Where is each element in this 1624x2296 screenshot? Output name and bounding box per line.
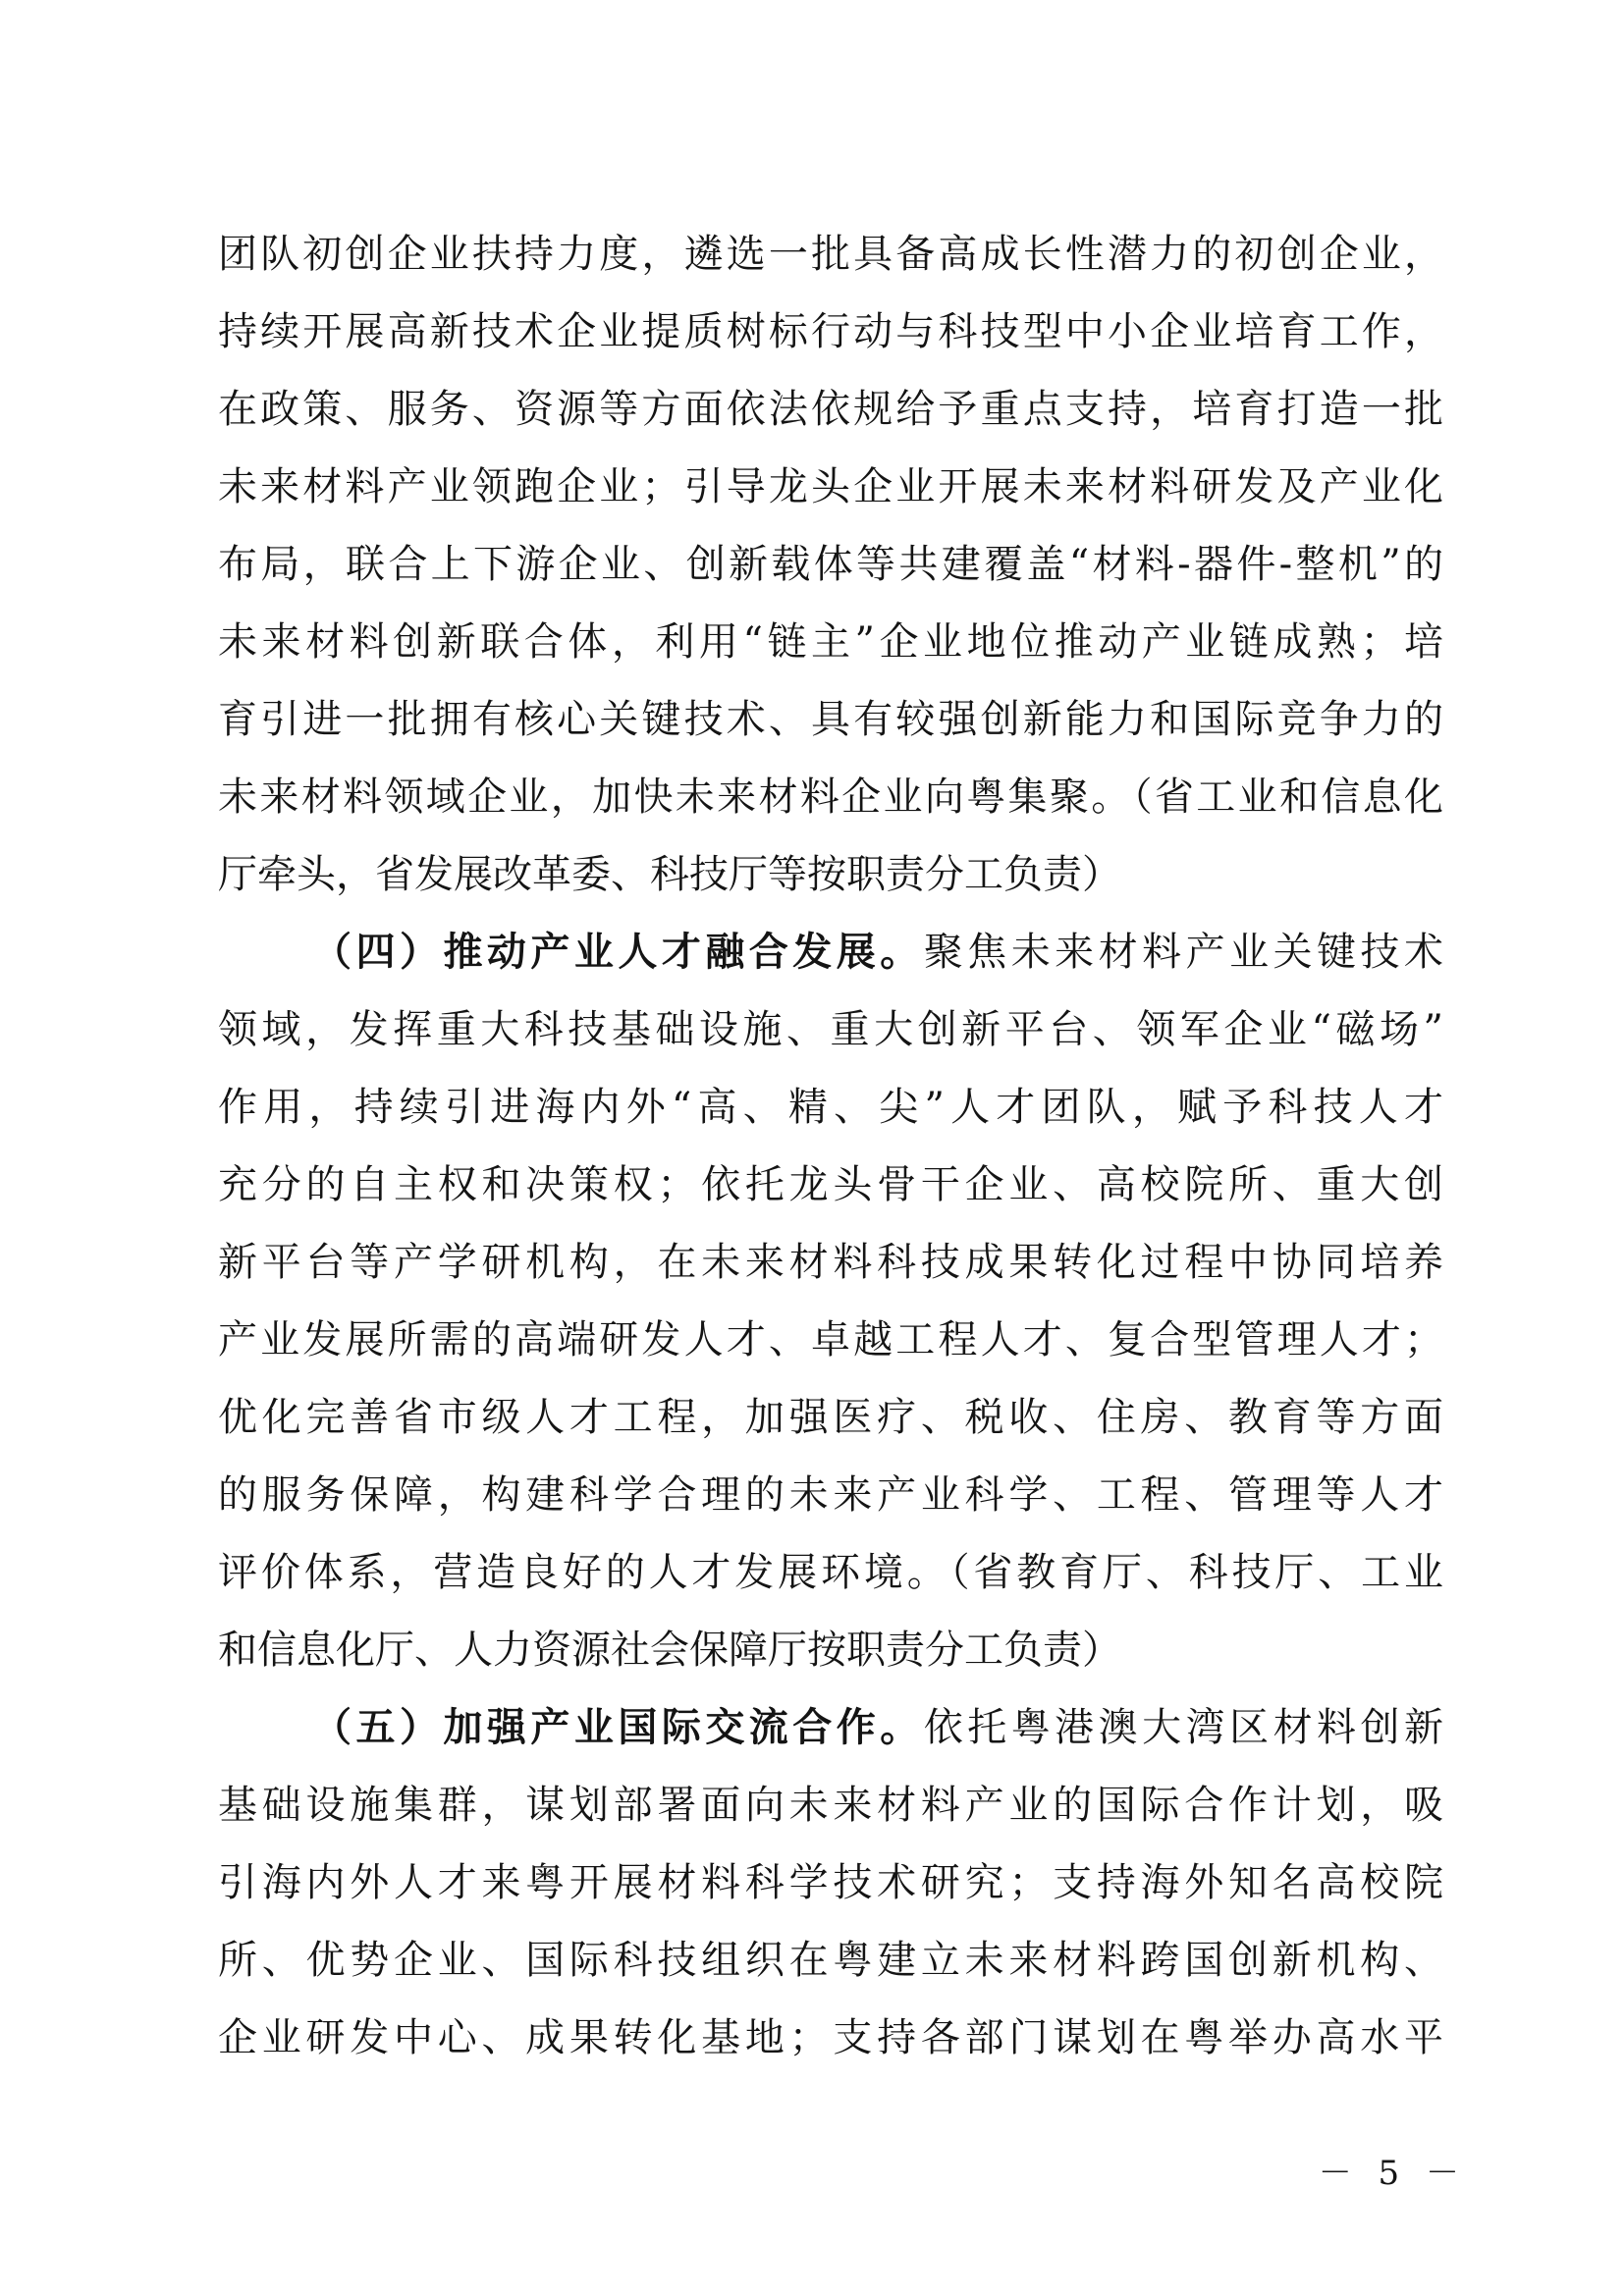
text-line: 产业发展所需的高端研发人才、卓越工程人才、复合型管理人才；	[218, 1317, 1443, 1362]
text-run: 聚焦未来材料产业关键技术	[923, 930, 1444, 975]
page-number: － 5 －	[1318, 2154, 1467, 2193]
text-line: 在政策、服务、资源等方面依法依规给予重点支持，培育打造一批	[218, 387, 1443, 432]
text-line: 未来材料产业领跑企业；引导龙头企业开展未来材料研发及产业化	[218, 464, 1443, 509]
section-heading: （五）加强产业国际交流合作。	[312, 1705, 924, 1750]
text-line: 作用，持续引进海内外“高、精、尖”人才团队，赋予科技人才	[218, 1085, 1443, 1130]
text-run: 依托粤港澳大湾区材料创新	[923, 1705, 1444, 1750]
text-line: 基础设施集群，谋划部署面向未来材料产业的国际合作计划，吸	[218, 1783, 1443, 1828]
text-line: 厅牵头，省发展改革委、科技厅等按职责分工负责）	[218, 852, 1121, 897]
text-line: 所、优势企业、国际科技组织在粤建立未来材料跨国创新机构、	[218, 1938, 1443, 1983]
text-line: 的服务保障，构建科学合理的未来产业科学、工程、管理等人才	[218, 1472, 1443, 1518]
text-line: 新平台等产学研机构，在未来材料科技成果转化过程中协同培养	[218, 1240, 1443, 1285]
text-line: 和信息化厅、人力资源社会保障厅按职责分工负责）	[218, 1628, 1121, 1673]
text-line: 引海内外人才来粤开展材料科学技术研究；支持海外知名高校院	[218, 1860, 1443, 1905]
text-line: 布局，联合上下游企业、创新载体等共建覆盖“材料-器件-整机”的	[218, 542, 1443, 587]
paragraph-first-line	[218, 914, 1443, 991]
body-text	[218, 216, 1443, 2077]
text-line: 未来材料领域企业，加快未来材料企业向粤集聚。（省工业和信息化	[218, 774, 1443, 820]
text-line: 持续开展高新技术企业提质树标行动与科技型中小企业培育工作，	[218, 309, 1443, 354]
text-line: 企业研发中心、成果转化基地；支持各部门谋划在粤举办高水平	[218, 2015, 1443, 2060]
text-line: 优化完善省市级人才工程，加强医疗、税收、住房、教育等方面	[218, 1395, 1443, 1440]
paragraph-first-line	[218, 1689, 1443, 1767]
text-line: 育引进一批拥有核心关键技术、具有较强创新能力和国际竞争力的	[218, 697, 1443, 742]
text-line: 评价体系，营造良好的人才发展环境。（省教育厅、科技厅、工业	[218, 1550, 1443, 1595]
section-heading: （四）推动产业人才融合发展。	[312, 930, 924, 975]
text-line: 未来材料创新联合体，利用“链主”企业地位推动产业链成熟；培	[218, 619, 1443, 665]
text-line: 充分的自主权和决策权；依托龙头骨干企业、高校院所、重大创	[218, 1162, 1443, 1207]
text-line: 团队初创企业扶持力度，遴选一批具备高成长性潜力的初创企业，	[218, 232, 1443, 277]
text-line: 领域，发挥重大科技基础设施、重大创新平台、领军企业“磁场”	[218, 1007, 1443, 1052]
